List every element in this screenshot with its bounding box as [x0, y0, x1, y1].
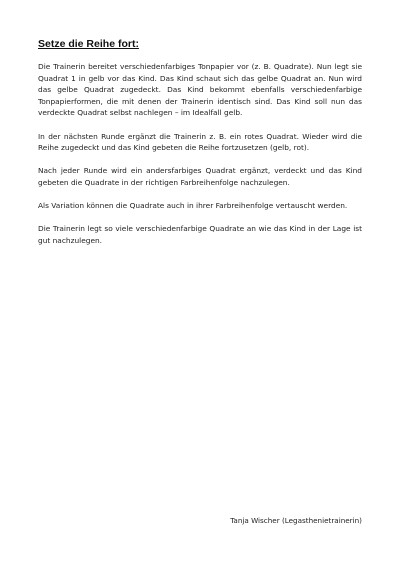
- paragraph-1: Die Trainerin bereitet verschiedenfarbiges Tonpapier vor (z. B. Quadrate). Nun legt sie Quadrat 1 in gelb vor das Kind. Das Kind schaut sich das gelbe Quadrat an. Nun wird das gelbe Quadrat zugedeckt. Das Kind bekommt ebenfalls verschiedenfarbige Tonpapierformen, die mit denen der Trainerin identisch sind. Das Kind soll nun das verdeckte Quadrat selbst nachlegen – im Idealfall gelb.: [38, 62, 362, 118]
- paragraph-2: In der nächsten Runde ergänzt die Trainerin z. B. ein rotes Quadrat. Wieder wird die Reihe zugedeckt und das Kind gebeten die Reihe fortzusetzen (gelb, rot).: [38, 131, 362, 153]
- document-title: Setze die Reihe fort:: [38, 38, 139, 50]
- document-body: [38, 38, 362, 258]
- paragraph-4: Als Variation können die Quadrate auch in ihrer Farbreihenfolge vertauscht werden.: [38, 201, 348, 211]
- paragraph-5: Die Trainerin legt so viele verschiedenfarbige Quadrate an wie das Kind in der Lage ist gut nachzulegen.: [38, 224, 362, 245]
- author-footer: Tanja Wischer (Legasthenietrainerin): [230, 516, 362, 525]
- paragraph-3: Nach jeder Runde wird ein andersfarbiges Quadrat ergänzt, verdeckt und das Kind gebeten die Quadrate in der richtigen Farbreihenfolge nachzulegen.: [38, 166, 362, 187]
